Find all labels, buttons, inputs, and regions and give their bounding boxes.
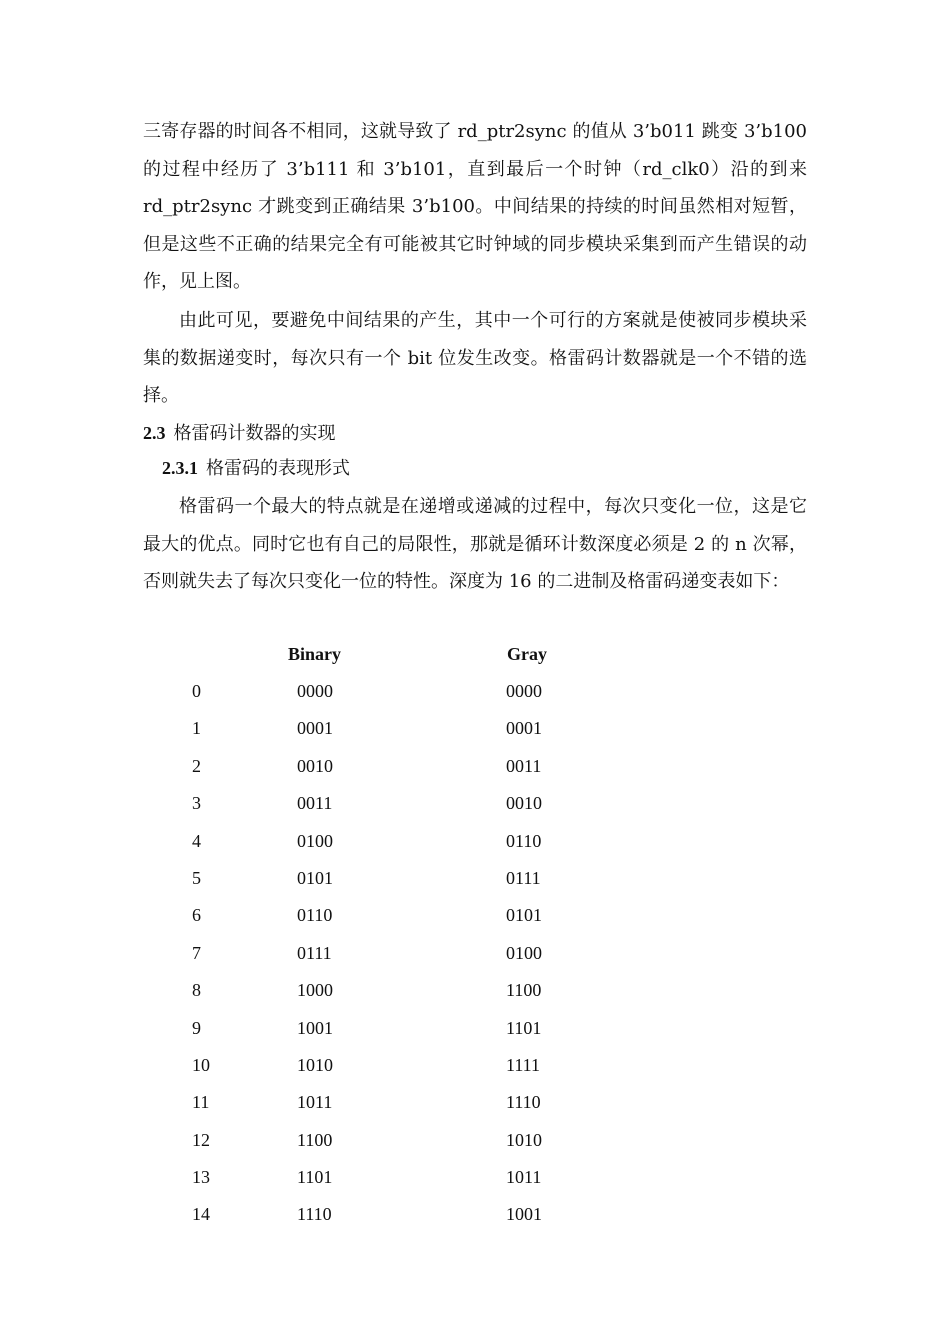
binary-value: 1101 — [297, 1167, 333, 1188]
row-index: 13 — [192, 1167, 210, 1188]
binary-value: 0010 — [297, 755, 333, 776]
paragraph-solution: 由此可见，要避免中间结果的产生，其中一个可行的方案就是使被同步模块采集的数据递变时，每次只有一个 bit 位发生改变。格雷码计数器就是一个不错的选择。 — [143, 310, 807, 406]
row-index: 6 — [192, 905, 201, 926]
gray-value: 1100 — [506, 980, 542, 1001]
row-index: 7 — [192, 942, 201, 963]
table-row — [0, 718, 950, 755]
gray-value: 0001 — [506, 718, 542, 739]
row-index: 14 — [192, 1204, 210, 1225]
binary-value: 0000 — [297, 681, 333, 701]
section-heading-2-3 — [143, 421, 336, 446]
row-index: 0 — [192, 681, 201, 701]
binary-value: 0111 — [297, 942, 332, 963]
table-body — [0, 681, 950, 1242]
binary-value: 1011 — [297, 1092, 333, 1113]
binary-value: 0011 — [297, 793, 333, 814]
subsection-title: 格雷码的表现形式 — [206, 458, 350, 479]
row-index: 2 — [192, 755, 201, 776]
gray-value: 0010 — [506, 793, 542, 814]
paragraph-intermediate-results: 三寄存器的时间各不相同，这就导致了 rd_ptr2sync 的值从 3’b011 跳变 3’b100 的过程中经历了 3’b111 和 3’b101，直到最后一个时钟（rd_clk0）沿的到来 rd_ptr2sync 才跳变到正确结果 3’b100。中间结果的持续的时间虽然相对短暂，但是这些不正确的结果完全有可能被其它时钟域的同步模块采集到而产生错误的动作，见上图。 — [143, 121, 807, 292]
row-index: 1 — [192, 718, 201, 739]
gray-value: 1110 — [506, 1092, 541, 1113]
table-row — [0, 1092, 950, 1129]
table-row — [0, 831, 950, 868]
gray-value: 1001 — [506, 1204, 542, 1225]
binary-value: 0110 — [297, 905, 333, 926]
subsection-heading-2-3-1 — [162, 456, 350, 481]
header-gray: Gray — [507, 644, 547, 664]
gray-value: 1111 — [506, 1054, 540, 1075]
row-index: 9 — [192, 1017, 201, 1038]
binary-value: 1110 — [297, 1204, 332, 1225]
gray-value: 1101 — [506, 1017, 542, 1038]
row-index: 4 — [192, 830, 201, 851]
table-row — [0, 943, 950, 980]
table-row — [0, 1167, 950, 1204]
table-row — [0, 1055, 950, 1092]
binary-value: 1001 — [297, 1017, 333, 1038]
header-binary: Binary — [288, 644, 342, 664]
table-header — [0, 644, 950, 681]
gray-value: 1010 — [506, 1129, 542, 1150]
binary-value: 0001 — [297, 718, 333, 739]
table-row — [0, 1018, 950, 1055]
gray-value: 0000 — [506, 681, 542, 701]
table-row — [0, 868, 950, 905]
table-row — [0, 756, 950, 793]
row-index: 3 — [192, 793, 201, 814]
row-index: 10 — [192, 1054, 210, 1075]
binary-value: 0101 — [297, 867, 333, 888]
table-row — [0, 980, 950, 1017]
section-title: 格雷码计数器的实现 — [173, 423, 336, 444]
binary-value: 0100 — [297, 830, 333, 851]
gray-value: 0011 — [506, 755, 542, 776]
row-index: 11 — [192, 1092, 210, 1113]
gray-value: 0101 — [506, 905, 542, 926]
row-index: 12 — [192, 1129, 210, 1150]
row-index: 8 — [192, 980, 201, 1001]
binary-gray-table — [0, 644, 950, 1242]
table-row — [0, 681, 950, 718]
section-number: 2.3 — [143, 423, 166, 443]
gray-value: 1011 — [506, 1167, 542, 1188]
subsection-number: 2.3.1 — [162, 458, 198, 478]
gray-value: 0111 — [506, 867, 541, 888]
binary-value: 1010 — [297, 1054, 333, 1075]
binary-value: 1100 — [297, 1129, 333, 1150]
gray-value: 0100 — [506, 942, 542, 963]
paragraph-gray-code-description: 格雷码一个最大的特点就是在递增或递减的过程中，每次只变化一位，这是它最大的优点。同时它也有自己的局限性，那就是循环计数深度必须是 2 的 n 次幂，否则就失去了每次只变化一位的特性。深度为 16 的二进制及格雷码递变表如下： — [143, 496, 807, 592]
table-row — [0, 793, 950, 830]
binary-value: 1000 — [297, 980, 333, 1001]
table-row — [0, 1130, 950, 1167]
row-index: 5 — [192, 867, 201, 888]
table-row — [0, 1204, 950, 1241]
table-row — [0, 905, 950, 942]
gray-value: 0110 — [506, 830, 542, 851]
